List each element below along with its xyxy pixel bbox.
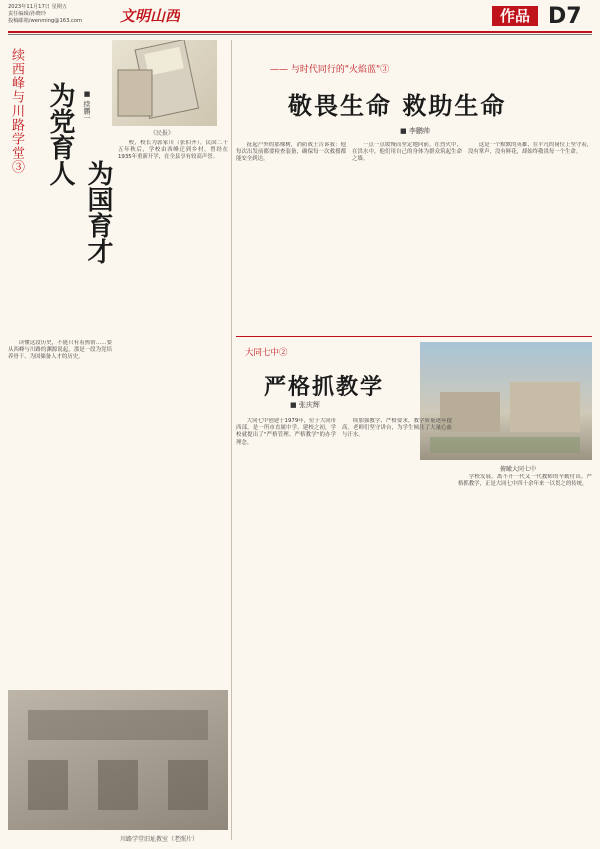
byline: ■ 张庆辉 bbox=[290, 401, 320, 409]
issue-date: 2023年11月17日 星期五 bbox=[8, 4, 68, 10]
photo-caption: 俯瞰大同七中 bbox=[500, 466, 537, 473]
header-rule-thin bbox=[8, 34, 592, 35]
article-title-line2: 为国育才 bbox=[83, 160, 113, 264]
article-body-column bbox=[8, 340, 112, 680]
byline: ■ 李鹏帅 bbox=[400, 127, 430, 135]
column-divider bbox=[231, 40, 232, 840]
series-label: 续西峰与川路学堂③ bbox=[9, 48, 24, 174]
classroom-photo bbox=[8, 690, 228, 830]
article-body-column bbox=[458, 474, 592, 838]
series-kicker: 大同七中② bbox=[245, 348, 288, 358]
article-title: 敬畏生命 救助生命 bbox=[288, 91, 507, 120]
article-body-column bbox=[468, 142, 592, 332]
photo-caption: 《民报》 bbox=[150, 130, 175, 137]
article-body-column bbox=[342, 418, 452, 838]
article-body-column bbox=[236, 418, 336, 838]
article-body-column bbox=[236, 142, 346, 332]
paragraph: 大同七中创建于1979年，位于大同市西部，是一所市直属中学。建校之初，学校就提出了"严格管理、严格教学"的办学理念。 bbox=[236, 418, 336, 446]
paragraph: 校，校长为郭家川（张伯齐）。民国二十五年秋后，学校由西峰迁到乡村，曾经在1935年重新开学，在全县享有较高声誉。 bbox=[118, 140, 228, 161]
series-kicker: —— 与时代同行的"火焰蓝"③ bbox=[270, 65, 390, 75]
byline: ■ 续鹏一 bbox=[83, 90, 91, 122]
brand-logo-text: 文明山西 bbox=[120, 7, 180, 25]
article-title: 严格抓教学 bbox=[264, 374, 385, 400]
article-body-column bbox=[118, 140, 228, 680]
header-rule bbox=[8, 31, 592, 33]
paragraph: 这是一个默默的英雄，在平凡的岗位上坚守着，没有掌声，没有鲜花，却始终敬畏每一个生命。 bbox=[468, 142, 592, 156]
brand-logo bbox=[120, 2, 180, 28]
page-number: D7 bbox=[548, 4, 582, 29]
paragraph: 一点一点缓慢而坚定地向前。在烈火中，在洪水中，他们用自己的身体为群众筑起生命之墙。 bbox=[352, 142, 462, 163]
submission-email: 投稿邮箱/wenming@163.com bbox=[8, 18, 83, 24]
book-photo bbox=[112, 40, 217, 126]
paragraph: 抚起户外的那棵树，消防战士告诉我：他每次出发前都要检查装备，确保每一次救援都能安全到达。 bbox=[236, 142, 346, 163]
masthead-meta bbox=[8, 4, 82, 25]
paragraph: 读懂这段历史，不能只有着热情……要从西峰与川路的渊源说起，那是一段为党培养骨干、为国储备人才的历史。 bbox=[8, 340, 112, 361]
article-body-column bbox=[352, 142, 462, 332]
section-divider bbox=[236, 336, 592, 337]
paragraph: 学校发展，离不开一代又一代教师的辛勤付出。严格抓教学，正是大同七中四十余年来一以贯之的传统。 bbox=[458, 474, 592, 488]
section-tag: 作品 bbox=[492, 6, 538, 26]
editor-credit: 责任编辑/孙晓玲 bbox=[8, 11, 47, 17]
photo-caption: 川路学堂旧址教室（老照片） bbox=[120, 836, 199, 843]
paragraph: 续加强教学、严格要求，教学质量逐年提高。老师们坚守讲台，为学生倾注了大量心血与汗水。 bbox=[342, 418, 452, 439]
article-title-line1: 为党育人 bbox=[45, 82, 75, 186]
